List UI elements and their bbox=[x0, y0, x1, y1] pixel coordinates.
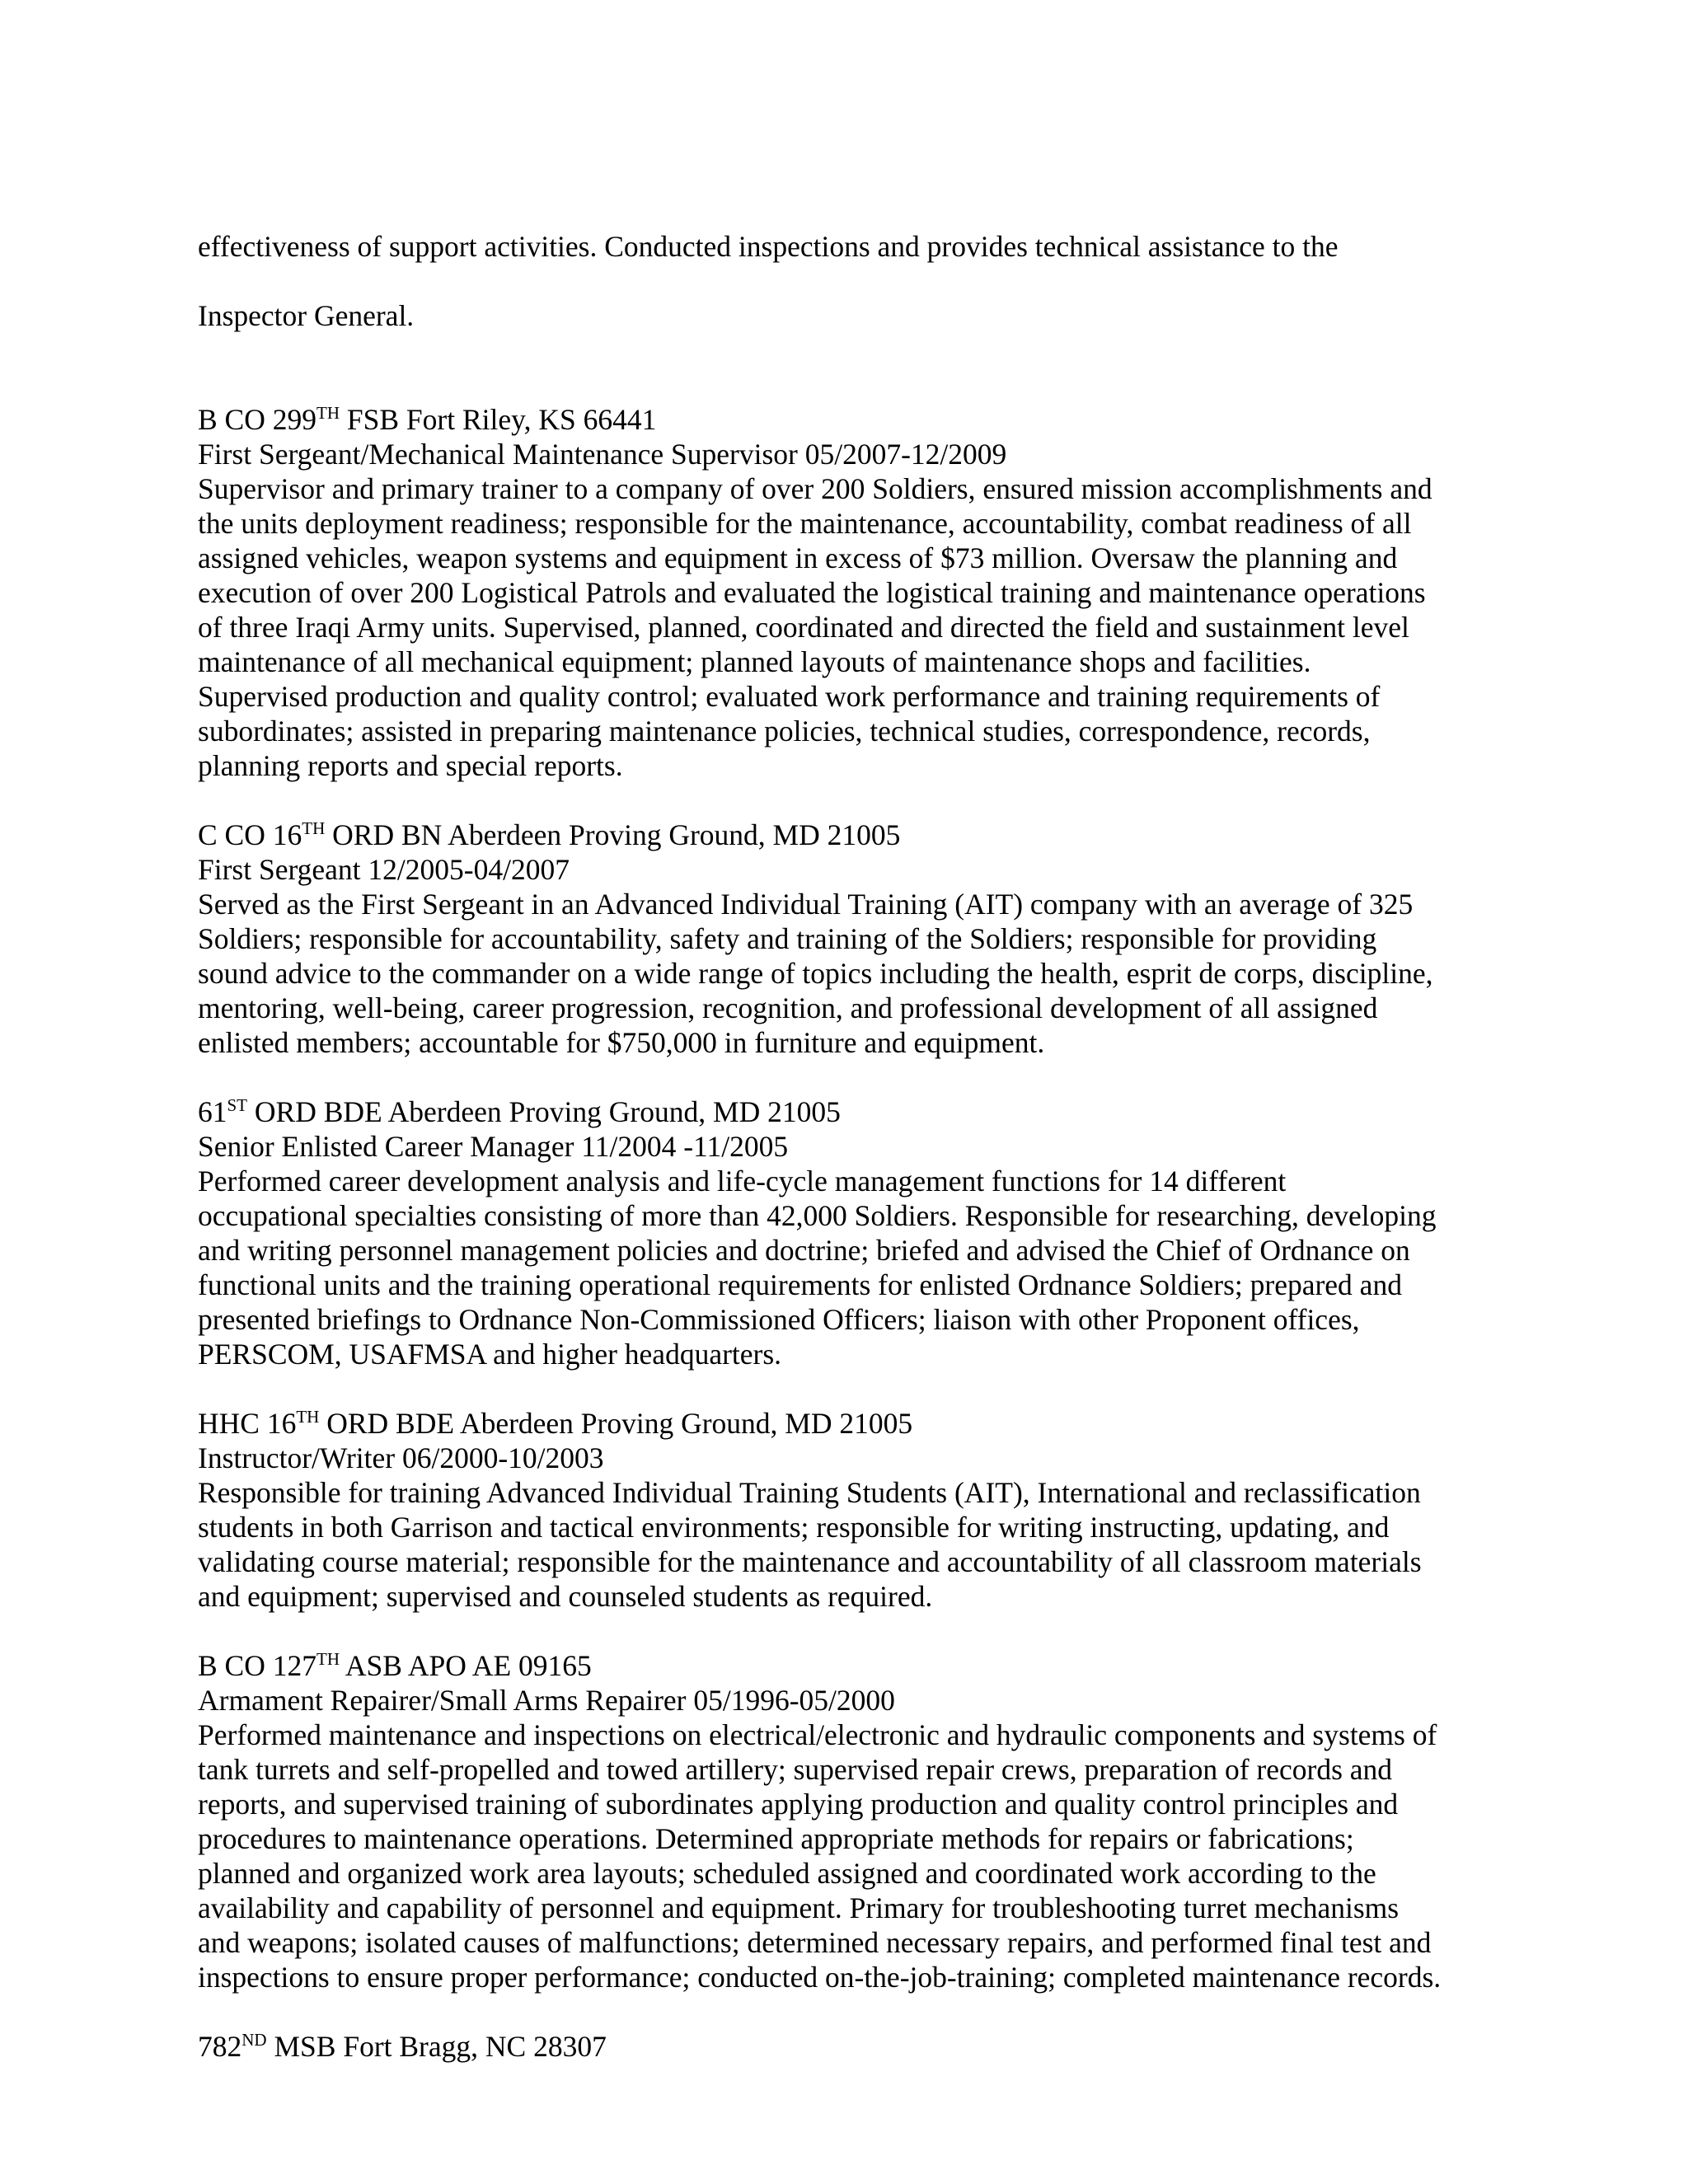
text-line: students in both Garrison and tactical environments; responsible for writing instructing, updating, and bbox=[198, 1511, 1390, 1544]
text-line: maintenance of all mechanical equipment; planned layouts of maintenance shops and facilities. bbox=[198, 645, 1311, 678]
text-line: enlisted members; accountable for $750,000 in furniture and equipment. bbox=[198, 1026, 1045, 1059]
unit-name: B CO 127 bbox=[198, 1649, 316, 1682]
text-line: Performed maintenance and inspections on electrical/electronic and hydraulic components and systems of bbox=[198, 1718, 1437, 1751]
unit-heading bbox=[198, 1406, 1517, 1441]
ordinal-suffix: ST bbox=[227, 1095, 248, 1115]
unit-heading bbox=[198, 818, 1517, 852]
unit-heading bbox=[198, 402, 1517, 437]
text-line: and equipment; supervised and counseled students as required. bbox=[198, 1580, 933, 1613]
text-line: validating course material; responsible for the maintenance and accountability of all classroom materials bbox=[198, 1545, 1422, 1578]
text-line: tank turrets and self-propelled and towed artillery; supervised repair crews, preparation of records and bbox=[198, 1753, 1393, 1786]
text-line: assigned vehicles, weapon systems and equipment in excess of $73 million. Oversaw the planning and bbox=[198, 541, 1398, 574]
ordinal-suffix: TH bbox=[316, 403, 340, 423]
text-line: procedures to maintenance operations. Determined appropriate methods for repairs or fabrications; bbox=[198, 1822, 1354, 1855]
text-line: functional units and the training operational requirements for enlisted Ordnance Soldiers; prepared and bbox=[198, 1268, 1402, 1301]
text-line: Supervisor and primary trainer to a company of over 200 Soldiers, ensured mission accomplishments and bbox=[198, 472, 1432, 505]
unit-heading bbox=[198, 1094, 1517, 1129]
text-line: occupational specialties consisting of more than 42,000 Soldiers. Responsible for researching, developing bbox=[198, 1199, 1437, 1232]
text-line: Supervised production and quality control; evaluated work performance and training requirements of bbox=[198, 680, 1381, 713]
unit-location: ORD BDE Aberdeen Proving Ground, MD 21005 bbox=[247, 1095, 841, 1128]
unit-location: ORD BN Aberdeen Proving Ground, MD 21005 bbox=[325, 818, 901, 851]
text-line: PERSCOM, USAFMSA and higher headquarters. bbox=[198, 1338, 782, 1371]
text-line: of three Iraqi Army units. Supervised, planned, coordinated and directed the field and sustainment level bbox=[198, 611, 1409, 644]
ordinal-suffix: TH bbox=[302, 818, 326, 838]
text-line: Soldiers; responsible for accountability, safety and training of the Soldiers; responsible for providing bbox=[198, 922, 1377, 955]
text-line: Performed career development analysis and life-cycle management functions for 14 different bbox=[198, 1165, 1287, 1197]
text-line: availability and capability of personnel and equipment. Primary for troubleshooting turret mechanisms bbox=[198, 1891, 1400, 1924]
experience-entry bbox=[198, 1648, 1517, 1994]
unit-heading bbox=[198, 2029, 1517, 2064]
text-line: Inspector General. bbox=[198, 299, 415, 332]
unit-name: 782 bbox=[198, 2030, 242, 2063]
position-title: Senior Enlisted Career Manager 11/2004 -11/2005 bbox=[198, 1130, 789, 1163]
experience-entry bbox=[198, 818, 1517, 1060]
unit-location: ASB APO AE 09165 bbox=[340, 1649, 592, 1682]
document-page bbox=[198, 194, 1517, 2064]
intro-paragraph bbox=[198, 194, 1517, 368]
text-line: planning reports and special reports. bbox=[198, 749, 623, 782]
experience-entry bbox=[198, 1406, 1517, 1614]
experience-entry bbox=[198, 2029, 1517, 2064]
text-line: Responsible for training Advanced Individual Training Students (AIT), International and reclassification bbox=[198, 1476, 1421, 1509]
text-line: execution of over 200 Logistical Patrols and evaluated the logistical training and maintenance operations bbox=[198, 576, 1426, 609]
unit-location: FSB Fort Riley, KS 66441 bbox=[340, 403, 657, 436]
text-line: sound advice to the commander on a wide range of topics including the health, esprit de corps, discipline, bbox=[198, 957, 1433, 990]
ordinal-suffix: TH bbox=[316, 1649, 340, 1669]
experience-entry bbox=[198, 402, 1517, 783]
ordinal-suffix: TH bbox=[296, 1407, 320, 1427]
text-line: reports, and supervised training of subordinates applying production and quality control principles and bbox=[198, 1788, 1399, 1821]
text-line: inspections to ensure proper performance; conducted on-the-job-training; completed maintenance records. bbox=[198, 1961, 1442, 1994]
text-line: effectiveness of support activities. Conducted inspections and provides technical assistance to the bbox=[198, 230, 1339, 263]
experience-entry bbox=[198, 1094, 1517, 1371]
text-line: and weapons; isolated causes of malfunctions; determined necessary repairs, and performed final test and bbox=[198, 1926, 1432, 1959]
text-line: and writing personnel management policies and doctrine; briefed and advised the Chief of Ordnance on bbox=[198, 1234, 1410, 1267]
ordinal-suffix: ND bbox=[241, 2030, 267, 2050]
unit-name: HHC 16 bbox=[198, 1407, 297, 1440]
unit-heading bbox=[198, 1648, 1517, 1683]
text-line: the units deployment readiness; responsible for the maintenance, accountability, combat readiness of all bbox=[198, 507, 1412, 540]
unit-location: MSB Fort Bragg, NC 28307 bbox=[266, 2030, 607, 2063]
unit-location: ORD BDE Aberdeen Proving Ground, MD 21005 bbox=[319, 1407, 913, 1440]
text-line: subordinates; assisted in preparing maintenance policies, technical studies, correspondence, records, bbox=[198, 715, 1371, 748]
unit-name: B CO 299 bbox=[198, 403, 316, 436]
position-title: First Sergeant/Mechanical Maintenance Supervisor 05/2007-12/2009 bbox=[198, 438, 1007, 471]
text-line: presented briefings to Ordnance Non-Commissioned Officers; liaison with other Proponent offices, bbox=[198, 1303, 1360, 1336]
position-title: First Sergeant 12/2005-04/2007 bbox=[198, 853, 570, 886]
position-title: Armament Repairer/Small Arms Repairer 05/1996-05/2000 bbox=[198, 1684, 895, 1717]
text-line: Served as the First Sergeant in an Advanced Individual Training (AIT) company with an average of 325 bbox=[198, 888, 1414, 921]
text-line: planned and organized work area layouts; scheduled assigned and coordinated work according to the bbox=[198, 1857, 1376, 1890]
unit-name: 61 bbox=[198, 1095, 227, 1128]
text-line: mentoring, well-being, career progression, recognition, and professional development of all assigned bbox=[198, 991, 1378, 1024]
unit-name: C CO 16 bbox=[198, 818, 302, 851]
position-title: Instructor/Writer 06/2000-10/2003 bbox=[198, 1441, 604, 1474]
